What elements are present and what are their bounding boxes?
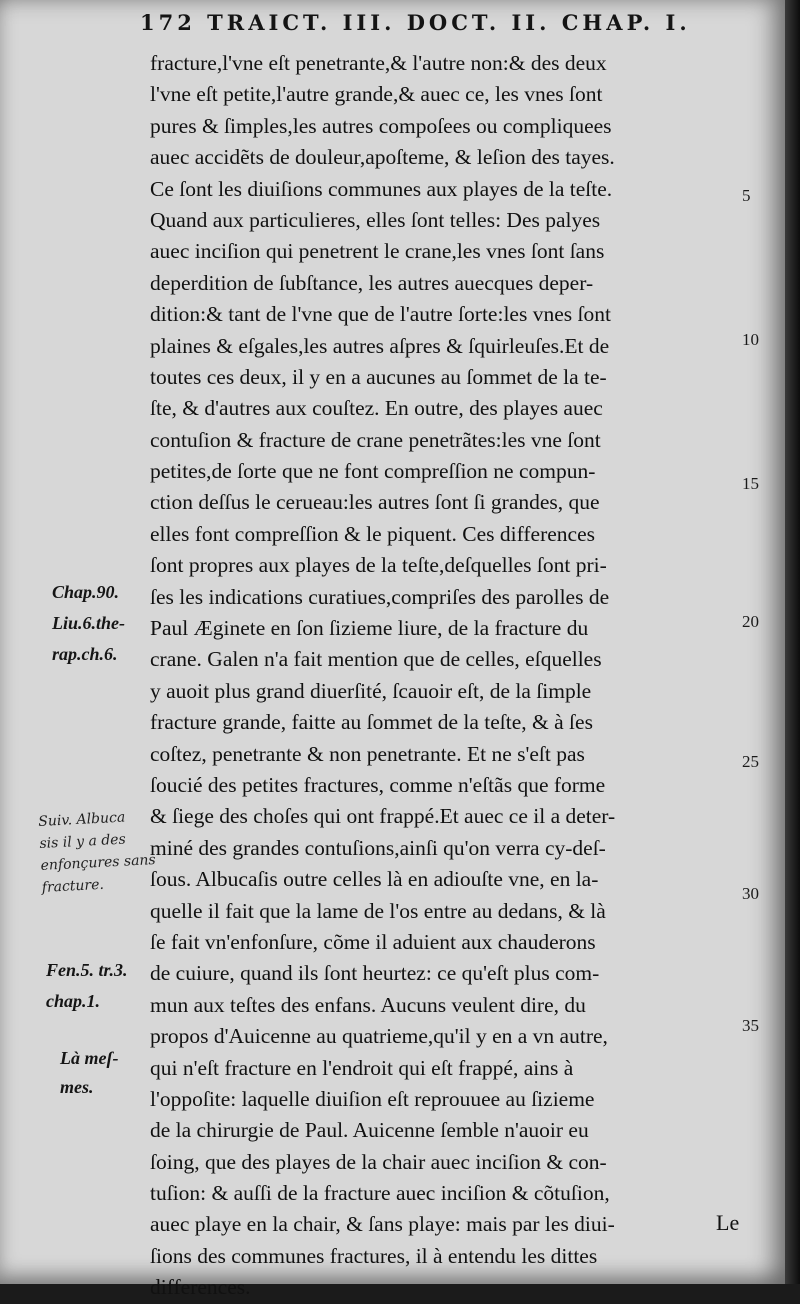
text-line: contuſion & fracture de crane penetrãtes:les vne ſont: [150, 427, 601, 452]
text-line: propos d'Auicenne au quatrieme,qu'il y en a vn autre,: [150, 1024, 608, 1049]
body-text: [150, 48, 750, 1304]
line-number: 5: [742, 186, 751, 205]
text-line: Quand aux particulieres, elles ſont telles: Des palyes: [150, 207, 601, 232]
text-line: ſions des communes fractures, il à entendu les dittes: [150, 1243, 598, 1268]
line-number: 20: [742, 612, 759, 631]
text-line: dition:& tant de l'vne que de l'autre ſorte:les vnes ſont: [150, 302, 611, 327]
page-edge-shadow: [785, 0, 800, 1284]
text-line: coſtez, penetrante & non penetrante. Et ne s'eſt pas: [150, 741, 585, 766]
text-line: miné des grandes contuſions,ainſi qu'on verra cy-deſ-: [150, 835, 606, 860]
text-line: ſes les indications curatiues,compriſes des parolles de: [150, 584, 610, 609]
text-line: Paul Æginete en ſon ſizieme liure, de la fracture du: [150, 616, 589, 641]
text-line: de cuiure, quand ils ſont heurtez: ce qu'eſt plus com-: [150, 961, 600, 986]
text-line: auec playe en la chair, & ſans playe: mais par les diui-: [150, 1212, 615, 1237]
text-line: plaines & eſgales,les autres aſpres & ſquirleuſes.Et de: [150, 333, 610, 358]
handwritten-line: fracture.: [41, 876, 105, 896]
line-number: 15: [742, 474, 759, 493]
text-line: fracture grande, faitte au ſommet de la teſte, & à ſes: [150, 710, 593, 735]
text-line: pures & ſimples,les autres compoſees ou compliquees: [150, 113, 612, 138]
text-line: tuſion: & auſſi de la fracture auec inciſion & cõtuſion,: [150, 1181, 610, 1206]
margin-note: Là meſ-: [60, 1048, 119, 1068]
text-line: ſoucié des petites fractures, comme n'eſtãs que forme: [150, 772, 606, 797]
line-number: 30: [742, 884, 759, 903]
text-line: auec inciſion qui penetrent le crane,les vnes ſont ſans: [150, 239, 605, 264]
text-line: fracture,l'vne eſt penetrante,& l'autre non:& des deux: [150, 51, 607, 75]
margin-note: mes.: [60, 1077, 94, 1097]
line-number: 35: [742, 1016, 759, 1035]
margin-note: rap.ch.6.: [52, 644, 118, 664]
text-line: ſont propres aux playes de la teſte,deſquelles ſont pri-: [150, 553, 607, 578]
catchword: Le: [716, 1210, 740, 1235]
text-line: ſous. Albucaſis outre celles là en adiouſte vne, en la-: [150, 867, 599, 892]
line-number: 25: [742, 752, 759, 771]
margin-note: chap.1.: [46, 991, 100, 1011]
line-number: 10: [742, 330, 759, 349]
handwritten-line: enfonçures sans: [40, 851, 157, 874]
text-line: deperdition de ſubſtance, les autres auecques deper-: [150, 270, 594, 295]
text-line: ſoing, que des playes de la chair auec inciſion & con-: [150, 1149, 607, 1174]
handwritten-annotation: [38, 805, 158, 899]
text-line: y auoit plus grand diuerſité, ſcauoir eſt, de la ſimple: [150, 678, 592, 703]
text-line: ction deſſus le cerueau:les autres ſont ſi grandes, que: [150, 490, 600, 515]
margin-note: Chap.90.: [52, 582, 120, 602]
margin-note: Liu.6.the-: [52, 613, 126, 633]
text-line: qui n'eſt fracture en l'endroit qui eſt frappé, ains à: [150, 1055, 574, 1080]
text-line: crane. Galen n'a fait mention que de celles, eſquelles: [150, 647, 602, 672]
text-line: & ſiege des choſes qui ont frappé.Et auec ce il a deter-: [150, 804, 616, 829]
margin-note: Fen.5. tr.3.: [46, 960, 128, 980]
text-line: de la chirurgie de Paul. Auicenne ſemble n'auoir eu: [150, 1118, 589, 1143]
running-header: 172 TRAICT. III. DOCT. II. CHAP. I.: [140, 10, 691, 35]
text-line: ſe fait vn'enfonſure, cõme il aduient aux chauderons: [150, 929, 596, 954]
handwritten-line: Suiv. Albuca: [37, 809, 126, 831]
text-line: mun aux teſtes des enfans. Aucuns veulent dire, du: [150, 992, 586, 1017]
text-line: ſte, & d'autres aux couſtez. En outre, des playes auec: [150, 396, 603, 421]
text-line: differences.: [150, 1275, 251, 1300]
text-line: toutes ces deux, il y en a aucunes au ſommet de la te-: [150, 364, 607, 389]
text-line: Ce ſont les diuiſions communes aux playes de la teſte.: [150, 176, 613, 201]
text-line: elles font compreſſion & le piquent. Ces differences: [150, 521, 596, 546]
text-line: l'oppoſite: laquelle diuiſion eſt reprouuee au ſizieme: [150, 1086, 595, 1111]
text-line: l'vne eſt petite,l'autre grande,& auec ce, les vnes ſont: [150, 82, 603, 107]
handwritten-line: sis il y a des: [39, 831, 127, 853]
text-line: auec accidẽts de douleur,apoſteme, & leſion des tayes.: [150, 145, 615, 170]
text-line: petites,de ſorte que ne font compreſſion ne compun-: [150, 459, 596, 484]
text-line: quelle il fait que la lame de l'os entre au dedans, & là: [150, 898, 606, 923]
